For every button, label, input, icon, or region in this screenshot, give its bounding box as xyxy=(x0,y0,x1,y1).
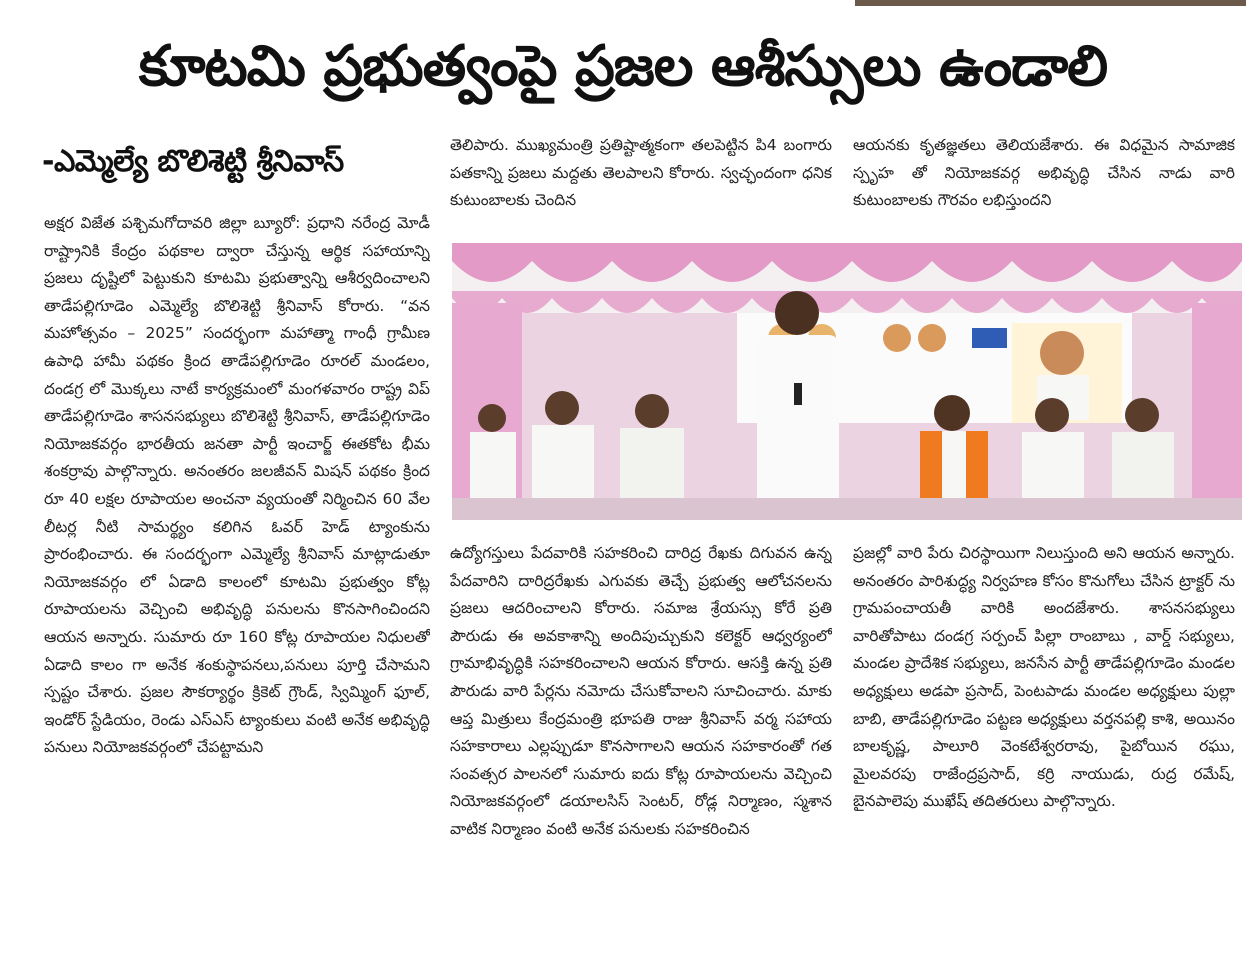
article-column-right-top: ఆయనకు కృతజ్ఞతలు తెలియజేశారు. ఈ విధమైన సామాజిక స్పృహ తో నియోజకవర్గ అభివృద్ధి చేసిన నాడు వారి కుటుంబాలకు గౌరవం లభిస్తుందని xyxy=(853,136,1235,210)
article-column-right-bottom: ప్రజల్లో వారి పేరు చిరస్థాయిగా నిలుస్తుంది అని ఆయన అన్నారు. అనంతరం పారిశుద్ధ్య నిర్వహణ కోసం కొనుగోలు చేసిన ట్రాక్టర్ ను గ్రామపంచాయతీ వారికి అందజేశారు. శాసనసభ్యులు వారితోపాటు దండగ్ర సర్పంచ్ పిల్లా రాంబాబు , వార్డ్ సభ్యులు, మండల ప్రాదేశిక సభ్యులు, జనసేన పార్టీ తాడేపల్లిగూడెం మండల అధ్యక్షులు అడపా ప్రసాద్, పెంటపాడు మండల అధ్యక్షులు పుల్లా బాబి, తాడేపల్లిగూడెం పట్టణ అధ్యక్షులు వర్తనపల్లి కాశి, అయినం బాలకృష్ణ, పాలూరి వెంకటేశ్వరరావు, పైబోయిన రఘు, మైలవరపు రాజేంద్రప్రసాద్, కర్రి నాయుడు, రుద్ర రమేష్, బైనపాలెపు ముఖేష్ తదితరులు పాల్గొన్నారు. xyxy=(853,544,1235,811)
event-photo xyxy=(452,243,1242,520)
subheadline: -ఎమ్మెల్యే బొలిశెట్టి శ్రీనివాస్ xyxy=(42,144,344,179)
article-column-middle-top: తెలిపారు. ముఖ్యమంత్రి ప్రతిష్టాత్మకంగా తలపెట్టిన పి4 బంగారు పతకాన్ని ప్రజలు మద్దతు తెలపాలని కోరారు. స్వచ్ఛందంగా ధనిక కుటుంబాలకు చెందిన xyxy=(450,136,832,210)
article-column-middle-bottom: ఉద్యోగస్తులు పేదవారికి సహకరించి దారిద్ర రేఖకు దిగువన ఉన్న పేదవారిని దారిద్రరేఖకు ఎగువకు తెచ్చే ప్రభుత్వ ఆలోచనలను ప్రజలు ఆదరించాలని కోరారు. సమాజ శ్రేయస్సు కోరే ప్రతి పౌరుడు ఈ అవకాశాన్ని అందిపుచ్చుకుని కలెక్టర్ ఆధ్వర్యంలో గ్రామాభివృద్ధికి సహకరించాలని ఆయన కోరారు. ఆసక్తి ఉన్న ప్రతి పౌరుడు వారి పేర్లను నమోదు చేసుకోవాలని సూచించారు. మాకు ఆప్త మిత్రులు కేంద్రమంత్రి భూపతి రాజు శ్రీనివాస్ వర్మ సహాయ సహకారాలు ఎల్లప్పుడూ కొనసాగాలని ఆయన సహకారంతో గత సంవత్సర పాలనలో సుమారు ఐదు కోట్ల రూపాయలను వెచ్చించి నియోజకవర్గంలో డయాలసిస్ సెంటర్, రోడ్ల నిర్మాణం, స్మశాన వాటిక నిర్మాణం వంటి అనేక పనులకు సహకరించిన xyxy=(450,544,832,838)
headline: కూటమి ప్రభుత్వంపై ప్రజల ఆశీస్సులు ఉండాలి xyxy=(138,34,1108,99)
article-column-left: అక్షర విజేత పశ్చిమగోదావరి జిల్లా బ్యూరో: ప్రధాని నరేంద్ర మోడీ రాష్ట్రానికి కేంద్రం పథకాల ద్వారా చేస్తున్న ఆర్థిక సహాయాన్ని ప్రజలు దృష్టిలో పెట్టుకుని కూటమి ప్రభుత్వాన్ని ఆశీర్వదించాలని తాడేపల్లిగూడెం ఎమ్మెల్యే బొలిశెట్టి శ్రీనివాస్ కోరారు. “వన మహోత్సవం – 2025” సందర్భంగా మహాత్మా గాంధీ గ్రామీణ ఉపాధి హామీ పథకం క్రింద తాడేపల్లిగూడెం రూరల్ మండలం, దండగ్ర లో మొక్కలు నాటే కార్యక్రమంలో మంగళవారం రాష్ట్ర విప్ తాడేపల్లిగూడెం శాసనసభ్యులు బొలిశెట్టి శ్రీనివాస్, తాడేపల్లిగూడెం నియోజకవర్గం భారతీయ జనతా పార్టీ ఇంచార్జ్ ఈతకోట భీమ శంకర్రావు పాల్గొన్నారు. అనంతరం జలజీవన్ మిషన్ పథకం క్రింద రూ 40 లక్షల రూపాయల అంచనా వ్యయంతో నిర్మించిన 60 వేల లీటర్ల నీటి సామర్థ్యం కలిగిన ఓవర్ హెడ్ ట్యాంకును ప్రారంభించారు. ఈ సందర్భంగా ఎమ్మెల్యే శ్రీనివాస్ మాట్లాడుతూ నియోజకవర్గం లో ఏడాది కాలంలో కూటమి ప్రభుత్వం కోట్ల రూపాయలను వెచ్చించి అభివృద్ధి పనులను కొనసాగించిందని ఆయన అన్నారు. సుమారు రూ 160 కోట్ల రూపాయల నిధులతో ఏడాది కాలం గా అనేక శంకుస్థాపనలు,పనులు పూర్తి చేసామని స్పష్టం చేశారు. ప్రజల సౌకర్యార్థం క్రికెట్ గ్రౌండ్, స్విమ్మింగ్ ఫూల్, ఇండోర్ స్టేడియం, రెండు ఎస్ఎస్ ట్యాంకులు వంటి అనేక అభివృద్ధి పనులు నియోజకవర్గంలో చేపట్టామని xyxy=(44,214,430,757)
previous-photo-edge xyxy=(855,0,1246,6)
